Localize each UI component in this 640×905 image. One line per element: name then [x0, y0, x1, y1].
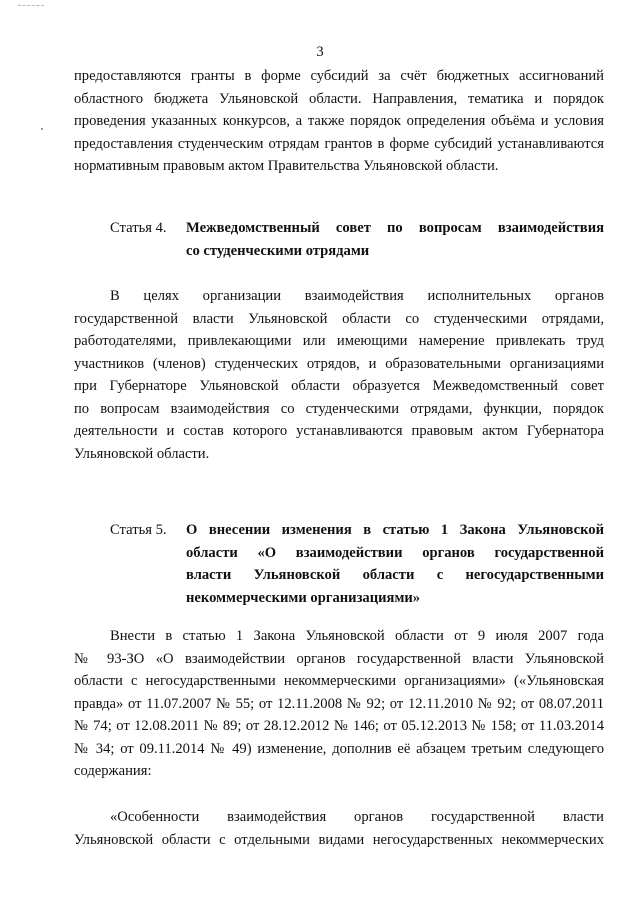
text-line: Внести в статью 1 Закона Ульяновской области от 9 июля 2007 года — [110, 628, 604, 644]
text-line: государственной власти Ульяновской области со студенческими отрядами, — [74, 310, 604, 327]
text-line: В целях организации взаимодействия исполнительных органов — [110, 288, 604, 304]
text-line: правда» от 11.07.2007 № 55; от 12.11.2008 № 92; от 12.11.2010 № 92; от 08.07.2011 — [74, 695, 604, 712]
text-line: «Особенности взаимодействия органов государственной власти — [110, 809, 604, 825]
text-line: Ульяновской области с отдельными видами негосударственных некоммерческих — [74, 831, 604, 848]
text-line: № 34; от 09.11.2014 № 49) изменение, дополнив её абзацем третьим следующего — [74, 740, 604, 757]
page-number: 3 — [316, 44, 324, 60]
text-line: участников (членов) студенческих отрядов, и образовательными организациями — [74, 355, 604, 372]
text-line: содержания: — [74, 763, 152, 779]
title-line: власти Ульяновской области с негосударственными — [186, 567, 604, 583]
text-line: областного бюджета Ульяновской области. Направления, тематика и порядок — [74, 90, 604, 107]
text-line: № 74; от 12.08.2011 № 89; от 28.12.2012 № 146; от 05.12.2013 № 158; от 11.03.2014 — [74, 718, 604, 734]
paragraph-amendment — [74, 625, 604, 783]
scan-artifact-dot — [41, 128, 43, 130]
scan-artifact — [18, 5, 44, 8]
article-number: Статья 4. — [110, 220, 167, 236]
text-line: проведения указанных конкурсов, а также порядок определения объёма и условия — [74, 113, 604, 129]
text-line: при Губернаторе Ульяновской области образуется Межведомственный совет — [74, 378, 604, 394]
paragraph-grants — [74, 65, 604, 178]
article-title — [186, 217, 604, 262]
article-title — [186, 519, 604, 609]
title-line: области «О взаимодействии органов государственной — [186, 544, 604, 561]
title-line: со студенческими отрядами — [186, 242, 370, 259]
text-line: предоставляются гранты в форме субсидий за счёт бюджетных ассигнований — [74, 68, 604, 84]
text-line: нормативным правовым актом Правительства Ульяновской области. — [74, 158, 499, 174]
text-line: работодателями, привлекающими или имеющими намерение привлекать труд — [74, 333, 604, 349]
paragraph-quote — [74, 806, 604, 851]
title-line: некоммерческими организациями» — [186, 589, 421, 606]
text-line: № 93-ЗО «О взаимодействии органов государственной власти Ульяновской — [74, 650, 604, 667]
text-line: по вопросам взаимодействия со студенческими отрядами, функции, порядок — [74, 400, 604, 417]
text-line: Ульяновской области. — [74, 445, 210, 462]
title-line: О внесении изменения в статью 1 Закона Ульяновской — [186, 522, 604, 538]
article-number: Статья 5. — [110, 522, 167, 538]
text-line: предоставления студенческим отрядам грантов в форме субсидий устанавливаются — [74, 135, 604, 152]
text-line: области с негосударственными некоммерческими организациями» («Ульяновская — [74, 673, 604, 689]
text-line: деятельности и состав которого устанавливаются правовым актом Губернатора — [74, 423, 604, 439]
paragraph-council — [74, 285, 604, 465]
title-line: Межведомственный совет по вопросам взаимодействия — [186, 220, 604, 236]
